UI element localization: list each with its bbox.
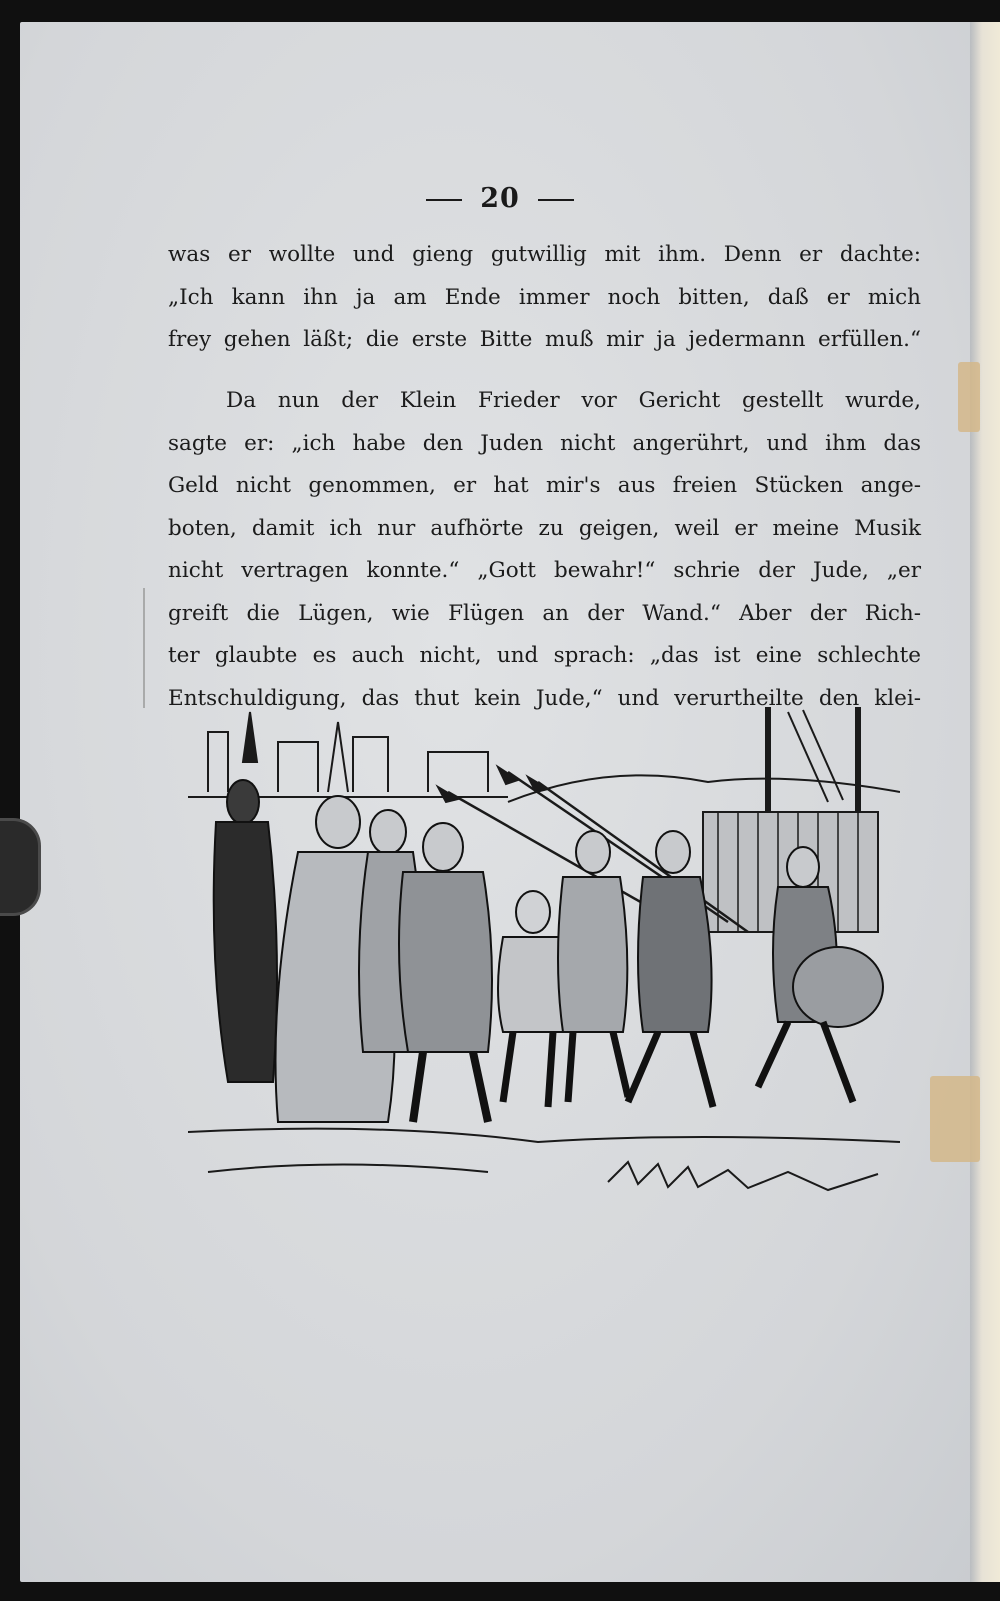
page-number-text: 20 [480, 183, 520, 214]
text-line: greift die Lügen, wie Flügen an der Wand.“ Aber der Rich- [168, 600, 921, 626]
woodcut-illustration [188, 702, 900, 1212]
margin-mark [143, 588, 145, 708]
text-line: was er wollte und gieng gutwillig mit ihm. Denn er dachte: [168, 242, 921, 267]
dash-right [538, 199, 574, 201]
tape-strip [958, 362, 980, 432]
page-number [0, 183, 1000, 214]
dash-left [426, 199, 462, 201]
text-line: frey gehen läßt; die erste Bitte muß mir ja jedermann erfüllen.“ [168, 327, 921, 352]
text-line: Geld nicht genommen, er hat mir's aus freien Stücken ange- [168, 473, 921, 498]
page-edge [970, 22, 1000, 1582]
text-line: nicht vertragen konnte.“ „Gott bewahr!“ schrie der Jude, „er [168, 558, 921, 583]
paragraph-1 [168, 234, 921, 362]
binder-clip [0, 818, 41, 916]
tape-strip [930, 1076, 980, 1162]
text-line: Entschuldigung, das thut kein Jude,“ und verurtheilte den klei- [168, 685, 921, 711]
text-line: Da nun der Klein Frieder vor Gericht gestellt wurde, [226, 388, 921, 413]
text-line: „Ich kann ihn ja am Ende immer noch bitten, daß er mich [168, 284, 921, 310]
text-line: ter glaubte es auch nicht, und sprach: „das ist eine schlechte [168, 643, 921, 668]
paragraph-2 [168, 380, 921, 720]
text-line: boten, damit ich nur aufhörte zu geigen, weil er meine Musik [168, 515, 921, 541]
text-line: sagte er: „ich habe den Juden nicht angerührt, und ihm das [168, 430, 921, 456]
